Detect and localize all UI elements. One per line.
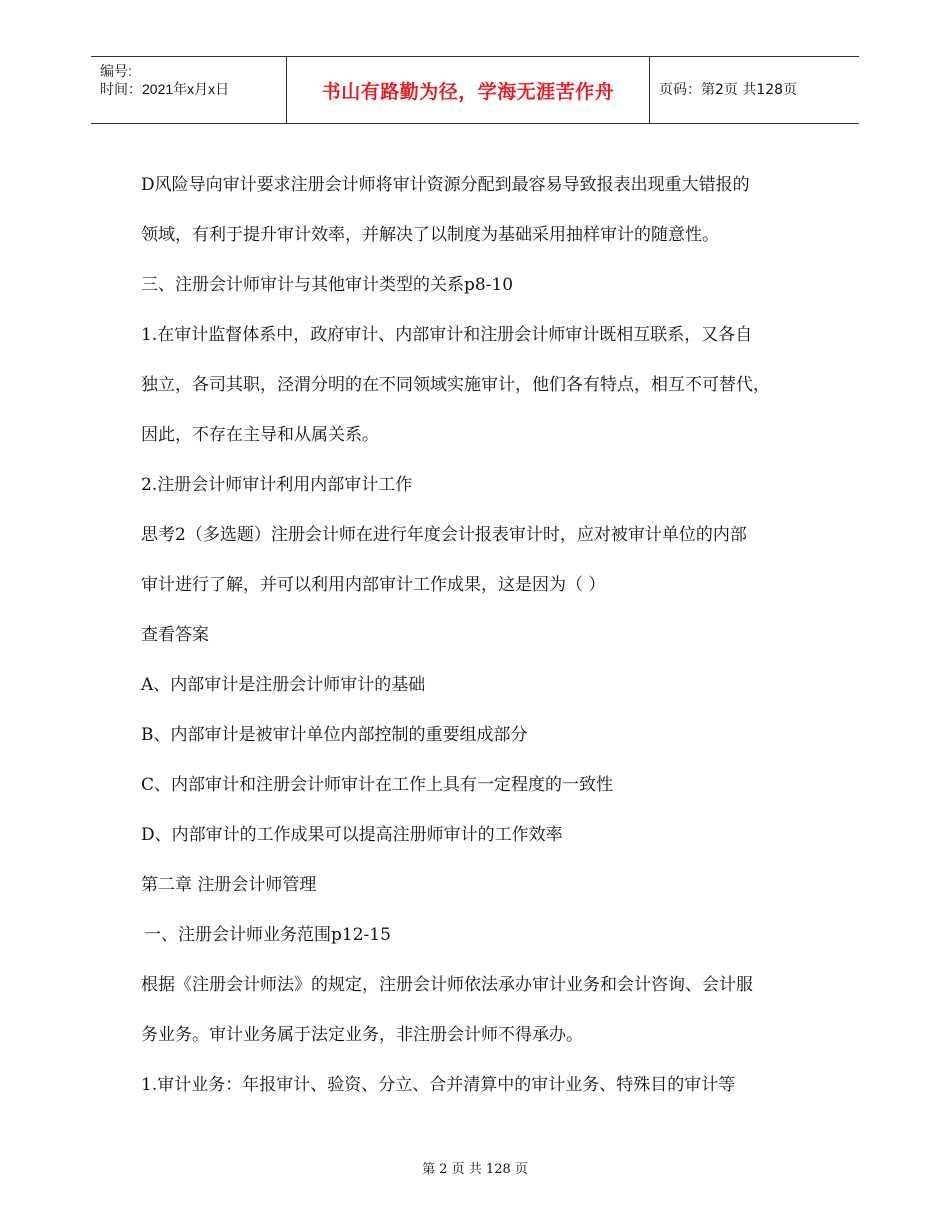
paragraph-line: 2.注册会计师审计利用内部审计工作 [141,475,413,495]
option-d: D、内部审计的工作成果可以提高注册师审计的工作效率 [141,825,563,845]
document-time-label: 时间：2021年x月x日 [100,81,230,97]
header-page-cell [650,57,859,123]
option-b: B、内部审计是被审计单位内部控制的重要组成部分 [141,725,528,745]
question-line: 审计进行了解，并可以利用内部审计工作成果，这是因为（ ） [141,575,606,595]
paragraph-line: D风险导向审计要求注册会计师将审计资源分配到最容易导致报表出现重大错报的 [141,175,750,195]
header-meta-cell [91,57,287,123]
header-motto: 书山有路勤为径，学海无涯苦作舟 [321,81,615,103]
section-heading: 三、注册会计师审计与其他审计类型的关系p8-10 [141,275,514,295]
paragraph-line: 根据《注册会计师法》的规定，注册会计师依法承办审计业务和会计咨询、会计服 [141,975,753,995]
paragraph-line: 务业务。审计业务属于法定业务，非注册会计师不得承办。 [141,1025,583,1045]
paragraph-line: 因此，不存在主导和从属关系。 [141,425,379,445]
paragraph-line: 1.审计业务：年报审计、验资、分立、合并清算中的审计业务、特殊目的审计等 [141,1075,736,1095]
question-line: 思考2（多选题）注册会计师在进行年度会计报表审计时，应对被审计单位的内部 [141,525,747,545]
document-header [91,56,859,124]
paragraph-line: 1.在审计监督体系中，政府审计、内部审计和注册会计师审计既相互联系，又各自 [141,325,753,345]
paragraph-line: 独立，各司其职，泾渭分明的在不同领域实施审计，他们各有特点，相互不可替代， [141,375,770,395]
header-page-info: 页码：第2页 共128页 [659,82,798,98]
option-c: C、内部审计和注册会计师审计在工作上具有一定程度的一致性 [141,775,614,795]
header-motto-cell [287,57,650,123]
paragraph-line: 领域，有利于提升审计效率，并解决了以制度为基础采用抽样审计的随意性。 [141,225,719,245]
option-a: A、内部审计是注册会计师审计的基础 [141,675,426,695]
document-number-label: 编号: [100,63,132,79]
section-heading: 一、注册会计师业务范围p12-15 [144,925,391,945]
document-body [141,160,841,1110]
page-footer: 第 2 页 共 128 页 [422,1162,528,1177]
chapter-heading: 第二章 注册会计师管理 [141,875,317,895]
view-answer-text: 查看答案 [141,625,209,645]
